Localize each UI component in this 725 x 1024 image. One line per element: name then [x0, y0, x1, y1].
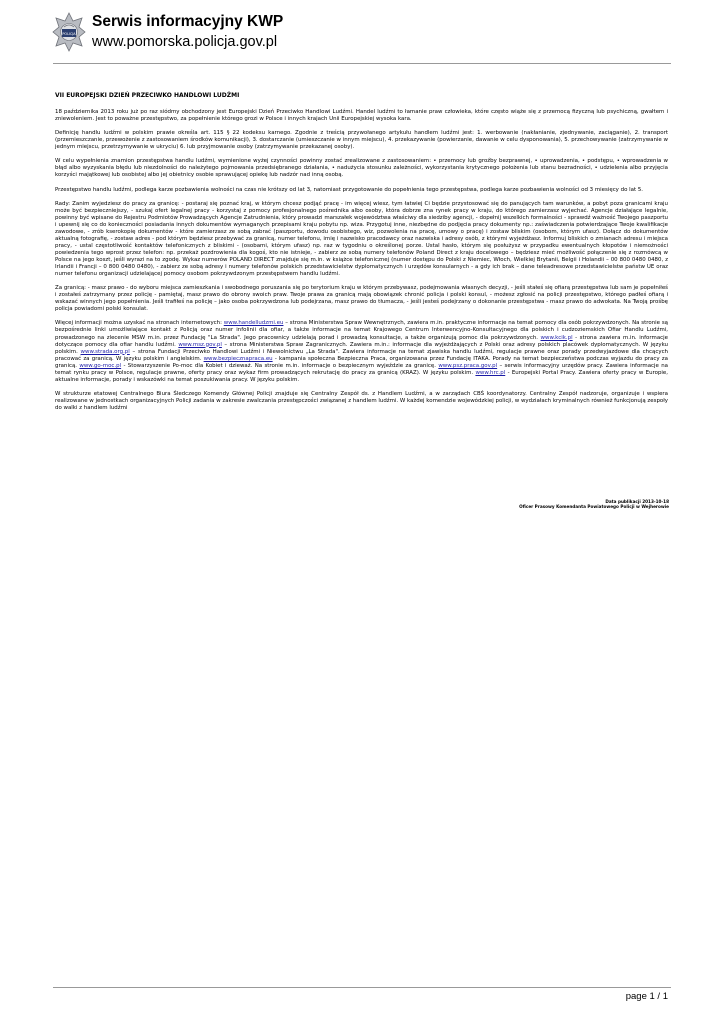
- text-segment: - Stowarzyszenie Po-moc dla Kobiet i dzieważ. Na stronie m.in. informacje o bezpiecznym wyjeździe za granicę.: [121, 362, 439, 369]
- page-header: [52, 12, 672, 58]
- link-go-moc[interactable]: www.go-moc.pl: [79, 362, 122, 369]
- link-bezpiecznapraca[interactable]: www.bezpiecznapraca.eu: [203, 355, 273, 362]
- link-psz-praca[interactable]: www.psz.praca.gov.pl: [438, 362, 498, 369]
- link-strada[interactable]: www.strada.org.pl: [80, 348, 130, 355]
- link-kcik[interactable]: www.kcik.pl: [540, 334, 573, 341]
- paragraph: W strukturze etatowej Centralnego Biura Śledczego Komendy Głównej Policji znajduje się Centralny Zespół ds. z Handlem Ludźmi, a w zarządach CBŚ koordynatorzy. Centralny Zespół nadzoruje, organizuje i wspiera realizowane w jednostkach organizacyjnych Policji zadania w zakresie zwalczania przestępczości związanej z handlem ludźmi. W każdej komendzie wojewódzkiej policji, w wydziałach kryminalnych również funkcjonują zespoły do walki z handlem ludźmi: [55, 390, 668, 411]
- logo-text: POLICJA: [62, 32, 76, 36]
- link-handelludzmi[interactable]: www.handelludzmi.eu: [223, 320, 284, 327]
- text-segment: – strona Fundacji Przeciwko Handlowi Ludźmi i Niewolnictwu „La Strada". Zawiera informacje na temat zjawiska handlu ludźmi, regulacje prawne oraz porady przedwyjazdowe dla chcących pracować za granicą. W języku polskim i angielskim.: [55, 348, 668, 362]
- text-segment: - kampania społeczna Bezpieczna Praca, organizowana przez Fundację ITAKA. Porady na temat bezpieczeństwa podczas wyjazdu do pracy za granicą.: [55, 355, 668, 369]
- text-segment: Więcej informacji można uzyskać na stronach internetowych:: [55, 320, 224, 327]
- text-segment: – strona Ministerstwa Spraw Wewnętrznych, zawiera m.in. praktyczne informacje na temat pomocy dla osób pokrzywdzonych. Na stronie są bezpośrednie linki umożliwiające kontakt z Policją oraz numer infolinii dla ofiar, a także informacje na temat Krajowego Centrum Interwencyjno-Konsultacyjnego dla polskich i cudzoziemskich Ofiar Handlu Ludźmi, prowadzonego na zlecenie MSW m.in. przez Fundację "La Strada". Jego pracownicy udzielają porad i prowadzą konsultacje, a także organizują pomoc dla pokrzywdzonych.: [55, 320, 668, 341]
- police-star-badge-icon: [52, 12, 86, 52]
- publication-meta: [519, 499, 669, 510]
- paragraph: Za granicą: - masz prawo - do wyboru miejsca zamieszkania i swobodnego poruszania się po terytorium kraju w którym przebywasz, podejmowania własnych decyzji, - jeśli stałeś się ofiarą przestępstwa lub sam je popełniłeś i zostałeś zatrzymany przez policję - pamiętaj, masz prawo do obrony swoich praw. Twoje prawa za granicą mają obowiązek chronić policja i polski konsul, - możesz zgłosić na policji przestępstwo, którego padłeś ofiarą i wskazać winnych jego popełnienia. Jeśli trafiłeś na policję – jako osoba pokrzywdzona lub podejrzana, masz prawo do tłumacza, - jeśli jesteś podejrzany o dokonanie przestępstwa - masz prawo do adwokata. Na Twoją prośbę policja powiadomi polski konsulat.: [55, 285, 668, 313]
- header-divider: [53, 63, 671, 64]
- text-segment: - strona zawiera m.in. informacje dotyczące pomocy dla ofiar handlu ludźmi.: [55, 334, 669, 348]
- paragraph: Przestępstwo handlu ludźmi, podlega karze pozbawienia wolności na czas nie krótszy od lat 3, natomiast przygotowanie do popełnienia tego przestępstwa, podlega karze pozbawienia wolności od 3 miesięcy do lat 5.: [55, 186, 644, 193]
- paragraph: Rady: Zanim wyjedziesz do pracy za granicę: - postaraj się poznać kraj, w którym chcesz podjąć pracę - im więcej wiesz, tym łatwiej Ci będzie przystosować się do panujących tam warunków, a pobyt poza granicami kraju może być bezpieczniejszy, - szukaj ofert legalnej pracy - korzystaj z pomocy profesjonalnego pośrednika albo osoby, która dobrze zna rynek pracy w kraju, do którego zamierzasz wyjechać. Agencje działające legalnie, powinny być wpisane do Rejestru Podmiotów Prowadzących Agencje Zatrudnienia, który prowadzi marszałek województwa właściwy dla siedziby agencji, - dopełnij wszelkich formalności - sprawdź ważność Twojego paszportu i upewnij się co do konieczności posiadania innych dokumentów wymaganych przepisami kraju pobytu np. wiza. Przygotuj inne, niezbędne do podjęcia pracy dokumenty np.: zaświadczenia potwierdzające Twoje kwalifikacje zawodowe, - zrób kserokopię dokumentów - które zamierzasz ze sobą zabrać (paszportu, dowodu osobistego, wiz, pozwolenia na pracę, umowy o pracę) i zostaw bliskim (osobom, którym ufasz). Dołącz do dokumentów aktualną fotografię, - zostaw adres - pod którym będziesz przebywać za granicą, numer telefonu, imię i nazwisko pracodawcy oraz nazwiska i adresy osób, z którymi wyjeżdżasz. Informuj bliskich o zmianach adresu i miejsca pracy, - ustal częstotliwość kontaktów telefonicznych z bliskimi - (osobami, którym ufasz) np. raz w tygodniu o określonej porze. Ustal hasło, którym się posłużysz w przypadku ewentualnych kłopotów i niemożności powiedzenia tego wprost przez telefon: np. przekaż pozdrowienia dla kogoś, kto nie istnieje, - zabierz ze sobą numery telefonów Poland Direct z kraju docelowego – będziesz mieć możliwość połączenie się z rozmówcą w Polsce na jego koszt, jeśli wyrazi na to zgodę. Wykaz numerów POLAND DIRECT znajduje się m.in. w książce telefonicznej (numer dostępu do Polski z Niemiec, Włoch, Wielkiej Brytanii, Belgii i Holandii – 00 800 0480 0480, z Irlandii i Francji – 0 800 0480 0480), - zabierz ze sobą adresy i numery telefonów polskich przedstawicielstw dyplomatycznych i urzędów konsularnych - a gdy ich brak – dane teleadresowe przedstawicielstw państw UE oraz numer telefonu organizacji udzielającej pomocy osobom pokrzywdzonym przestępstwem handlu ludźmi.: [55, 200, 668, 278]
- footer-divider: [53, 987, 671, 988]
- article-title: VII EUROPEJSKI DZIEŃ PRZECIWKO HANDLOWI LUDŹMI: [55, 92, 240, 99]
- paragraph: Definicję handlu ludźmi w polskim prawie określa art. 115 § 22 kodeksu karnego. Zgodnie z treścią przywołanego artykułu handlem ludźmi jest: 1. werbowanie (nakłanianie, zjednywanie, zaciąganie), 2. transport (przemieszczanie, przewożenie z zastosowaniem środków komunikacji), 3. dostarczanie (umieszczanie w innym miejscu), 4. przekazywanie (powierzanie, dawanie w celu dysponowania), 5. przechowywanie (zatrzymywanie w jednym miejscu, przetrzymywanie w ukryciu) 6. lub przyjmowanie osoby (zatrzymywanie przekazanej osoby).: [55, 130, 668, 151]
- publication-date: Data publikacji 2013-10-18: [605, 499, 669, 504]
- text-segment: – serwis informacyjny urzędów pracy. Zawiera informacje na temat rynku pracy w Polsce, regulacje prawne, oferty pracy oraz wykaz firm prowadzących rekrutację do pracy za granicą (KRAZ). W języku polskim.: [55, 362, 669, 376]
- site-title: Serwis informacyjny KWP: [92, 13, 284, 30]
- publication-author: Oficer Prasowy Komendanta Powiatowego Policji w Wejherowie: [519, 504, 669, 510]
- paragraph: 18 października 2013 roku już po raz siódmy obchodzony jest Europejski Dzień Przeciwko Handlowi Ludźmi. Handel ludźmi to łamanie praw człowieka, które często wiąże się z przemocą fizyczną lub psychiczną, gwałtem i zniewoleniem. Jest to poważne przestępstwo, za popełnienie którego grozi w Polsce i innych krajach Unii Europejskiej wysoka kara.: [55, 109, 668, 123]
- paragraph: W celu wypełnienia znamion przestępstwa handlu ludźmi, wymienione wyżej czynności powinny zostać zrealizowane z zastosowaniem: • przemocy lub groźby bezprawnej, • uprowadzenia, • podstępu, • wprowadzenia w błąd albo wyzyskania błędu lub niezdolności do należytego pojmowania przedsiębranego działania, • nadużycia stosunku zależności, wykorzystania krytycznego położenia lub stanu bezradności, • udzielenia albo przyjęcia korzyści majątkowej lub osobistej albo jej obietnicy osobie sprawującej opiekę lub nadzór nad inną osobą.: [55, 158, 668, 179]
- site-url: www.pomorska.policja.gov.pl: [92, 34, 278, 50]
- link-msz[interactable]: www.msz.gov.pl: [178, 341, 222, 348]
- article-body: [55, 92, 668, 419]
- paragraph-links: [55, 320, 668, 383]
- link-hrc[interactable]: www.hrc.pl: [475, 369, 506, 376]
- text-segment: – strona Ministerstwa Spraw Zagranicznych. Zawiera m.in.: informacje dla wyjeżdżających z Polski oraz adresy polskich placówek dyplomatycznych. W języku polskim.: [55, 341, 668, 355]
- page-number: page 1 / 1: [625, 991, 668, 1002]
- text-segment: - Europejski Portal Pracy. Zawiera oferty pracy w Europie, aktualne informacje, porady i wskazówki na temat poszukiwania pracy. W języku polskim.: [55, 369, 668, 383]
